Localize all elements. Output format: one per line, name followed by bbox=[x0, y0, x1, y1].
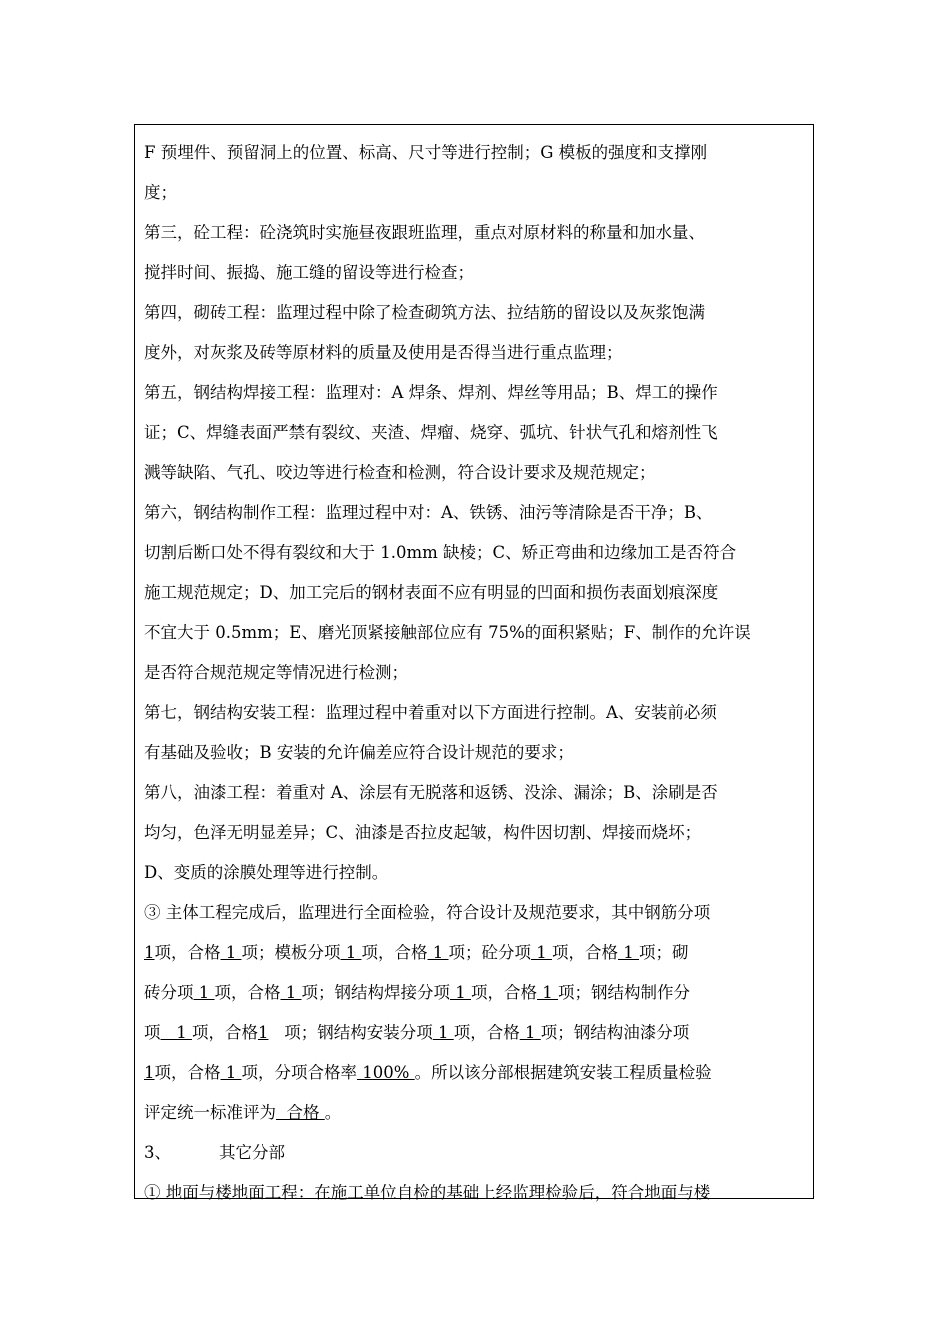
text-line: 第六，钢结构制作工程：监理过程中对：A、铁锈、油污等清除是否干净；B、 bbox=[144, 503, 713, 522]
text-line: 第八，油漆工程：着重对 A、涂层有无脱落和返锈、没涂、漏涂；B、涂刷是否 bbox=[144, 783, 718, 802]
summary-text: 项；钢结构焊接分项 bbox=[301, 983, 450, 1002]
text-line: 溅等缺陷、气孔、咬边等进行检查和检测，符合设计要求及规范规定； bbox=[144, 463, 656, 482]
summary-text: 项，合格 bbox=[552, 943, 618, 962]
summary-text: 项，合格 bbox=[154, 1063, 221, 1082]
text-line: 第五，钢结构焊接工程：监理对：A 焊条、焊剂、焊丝等用品；B、焊工的操作 bbox=[144, 383, 718, 402]
text-line: 度； bbox=[144, 183, 177, 202]
count-value: 1 bbox=[220, 1063, 242, 1082]
summary-text: 项 bbox=[144, 1023, 161, 1042]
text-line: D、变质的涂膜处理等进行控制。 bbox=[144, 863, 389, 882]
text-line: 搅拌时间、振捣、施工缝的留设等进行检查； bbox=[144, 263, 474, 282]
summary-text: 项；砼分项 bbox=[448, 943, 531, 962]
text-line: 均匀，色泽无明显差异；C、油漆是否拉皮起皱，构件因切割、焊接而烧坏； bbox=[144, 823, 702, 842]
summary-text: 。所以该分部根据建筑安装工程质量检验 bbox=[414, 1063, 712, 1082]
text-line: 证；C、焊缝表面严禁有裂纹、夹渣、焊瘤、烧穿、弧坑、针状气孔和熔剂性飞 bbox=[144, 423, 718, 442]
count-value: 1 bbox=[427, 943, 449, 962]
count-value: 1 bbox=[220, 943, 242, 962]
text-line: 不宜大于 0.5mm；E、磨光顶紧接触部位应有 75%的面积紧贴；F、制作的允许误 bbox=[144, 623, 751, 642]
summary-text: 项，分项合格率 bbox=[241, 1063, 357, 1082]
evaluation-result: 合格 bbox=[276, 1103, 325, 1122]
pass-rate-value: 100% bbox=[357, 1063, 415, 1082]
count-value: 1 bbox=[193, 983, 215, 1002]
count-value: 1 bbox=[537, 983, 558, 1002]
text-line: 有基础及验收；B 安装的允许偏差应符合设计规范的要求； bbox=[144, 743, 574, 762]
summary-text: 项，合格 bbox=[191, 1023, 258, 1042]
count-value: 1 bbox=[450, 983, 471, 1002]
document-body bbox=[144, 133, 808, 1213]
summary-text: 砖分项 bbox=[144, 983, 194, 1002]
summary-text: 项，合格 bbox=[154, 943, 221, 962]
summary-line-3 bbox=[144, 1013, 808, 1053]
text-line: 第四，砌砖工程：监理过程中除了检查砌筑方法、拉结筋的留设以及灰浆饱满 bbox=[144, 303, 705, 322]
summary-text: 项；钢结构制作分 bbox=[558, 983, 690, 1002]
section-heading bbox=[144, 1133, 808, 1173]
summary-text: 。 bbox=[324, 1103, 342, 1122]
text-line: F 预埋件、预留洞上的位置、标高、尺寸等进行控制；G 模板的强度和支撑刚 bbox=[144, 143, 708, 162]
count-value: 1 bbox=[618, 943, 639, 962]
text-line: ③ 主体工程完成后，监理进行全面检验，符合设计及规范要求，其中钢筋分项 bbox=[144, 903, 711, 922]
summary-line-2 bbox=[144, 973, 808, 1013]
section-title: 其它分部 bbox=[219, 1143, 285, 1162]
text-line: ① 地面与楼地面工程：在施工单位自检的基础上经监理检验后，符合地面与楼 bbox=[144, 1183, 711, 1202]
count-value: 1 bbox=[519, 1023, 541, 1042]
summary-text: 项；模板分项 bbox=[241, 943, 341, 962]
count-value: 1 bbox=[160, 1023, 192, 1042]
count-value: 1 bbox=[144, 943, 155, 962]
text-line: 第三，砼工程：砼浇筑时实施昼夜跟班监理，重点对原材料的称量和加水量、 bbox=[144, 223, 705, 242]
text-line: 度外，对灰浆及砖等原材料的质量及使用是否得当进行重点监理； bbox=[144, 343, 623, 362]
text-line: 施工规范规定；D、加工完后的钢材表面不应有明显的凹面和损伤表面划痕深度 bbox=[144, 583, 719, 602]
summary-text: 评定统一标准评为 bbox=[144, 1103, 276, 1122]
summary-text: 项；钢结构油漆分项 bbox=[540, 1023, 690, 1042]
summary-text: 项；钢结构安装分项 bbox=[268, 1023, 433, 1042]
summary-text: 项，合格 bbox=[361, 943, 428, 962]
summary-text: 项；砌 bbox=[639, 943, 689, 962]
document-table-cell bbox=[134, 124, 814, 1202]
summary-line-1 bbox=[144, 933, 808, 973]
section-number: 3、 bbox=[144, 1143, 171, 1162]
text-line: 第七，钢结构安装工程：监理过程中着重对以下方面进行控制。A、安装前必须 bbox=[144, 703, 717, 722]
count-value: 1 bbox=[144, 1063, 155, 1082]
count-value: 1 bbox=[340, 943, 362, 962]
summary-text: 项，合格 bbox=[214, 983, 281, 1002]
count-value: 1 bbox=[432, 1023, 454, 1042]
summary-line-4 bbox=[144, 1053, 808, 1093]
count-value: 1 bbox=[531, 943, 552, 962]
text-line: 切割后断口处不得有裂纹和大于 1.0mm 缺棱；C、矫正弯曲和边缘加工是否符合 bbox=[144, 543, 737, 562]
count-value: 1 bbox=[257, 1023, 269, 1042]
count-value: 1 bbox=[280, 983, 302, 1002]
summary-text: 项，合格 bbox=[471, 983, 537, 1002]
summary-text: 项，合格 bbox=[453, 1023, 520, 1042]
text-line: 是否符合规范规定等情况进行检测； bbox=[144, 663, 408, 682]
summary-line-5 bbox=[144, 1093, 808, 1133]
